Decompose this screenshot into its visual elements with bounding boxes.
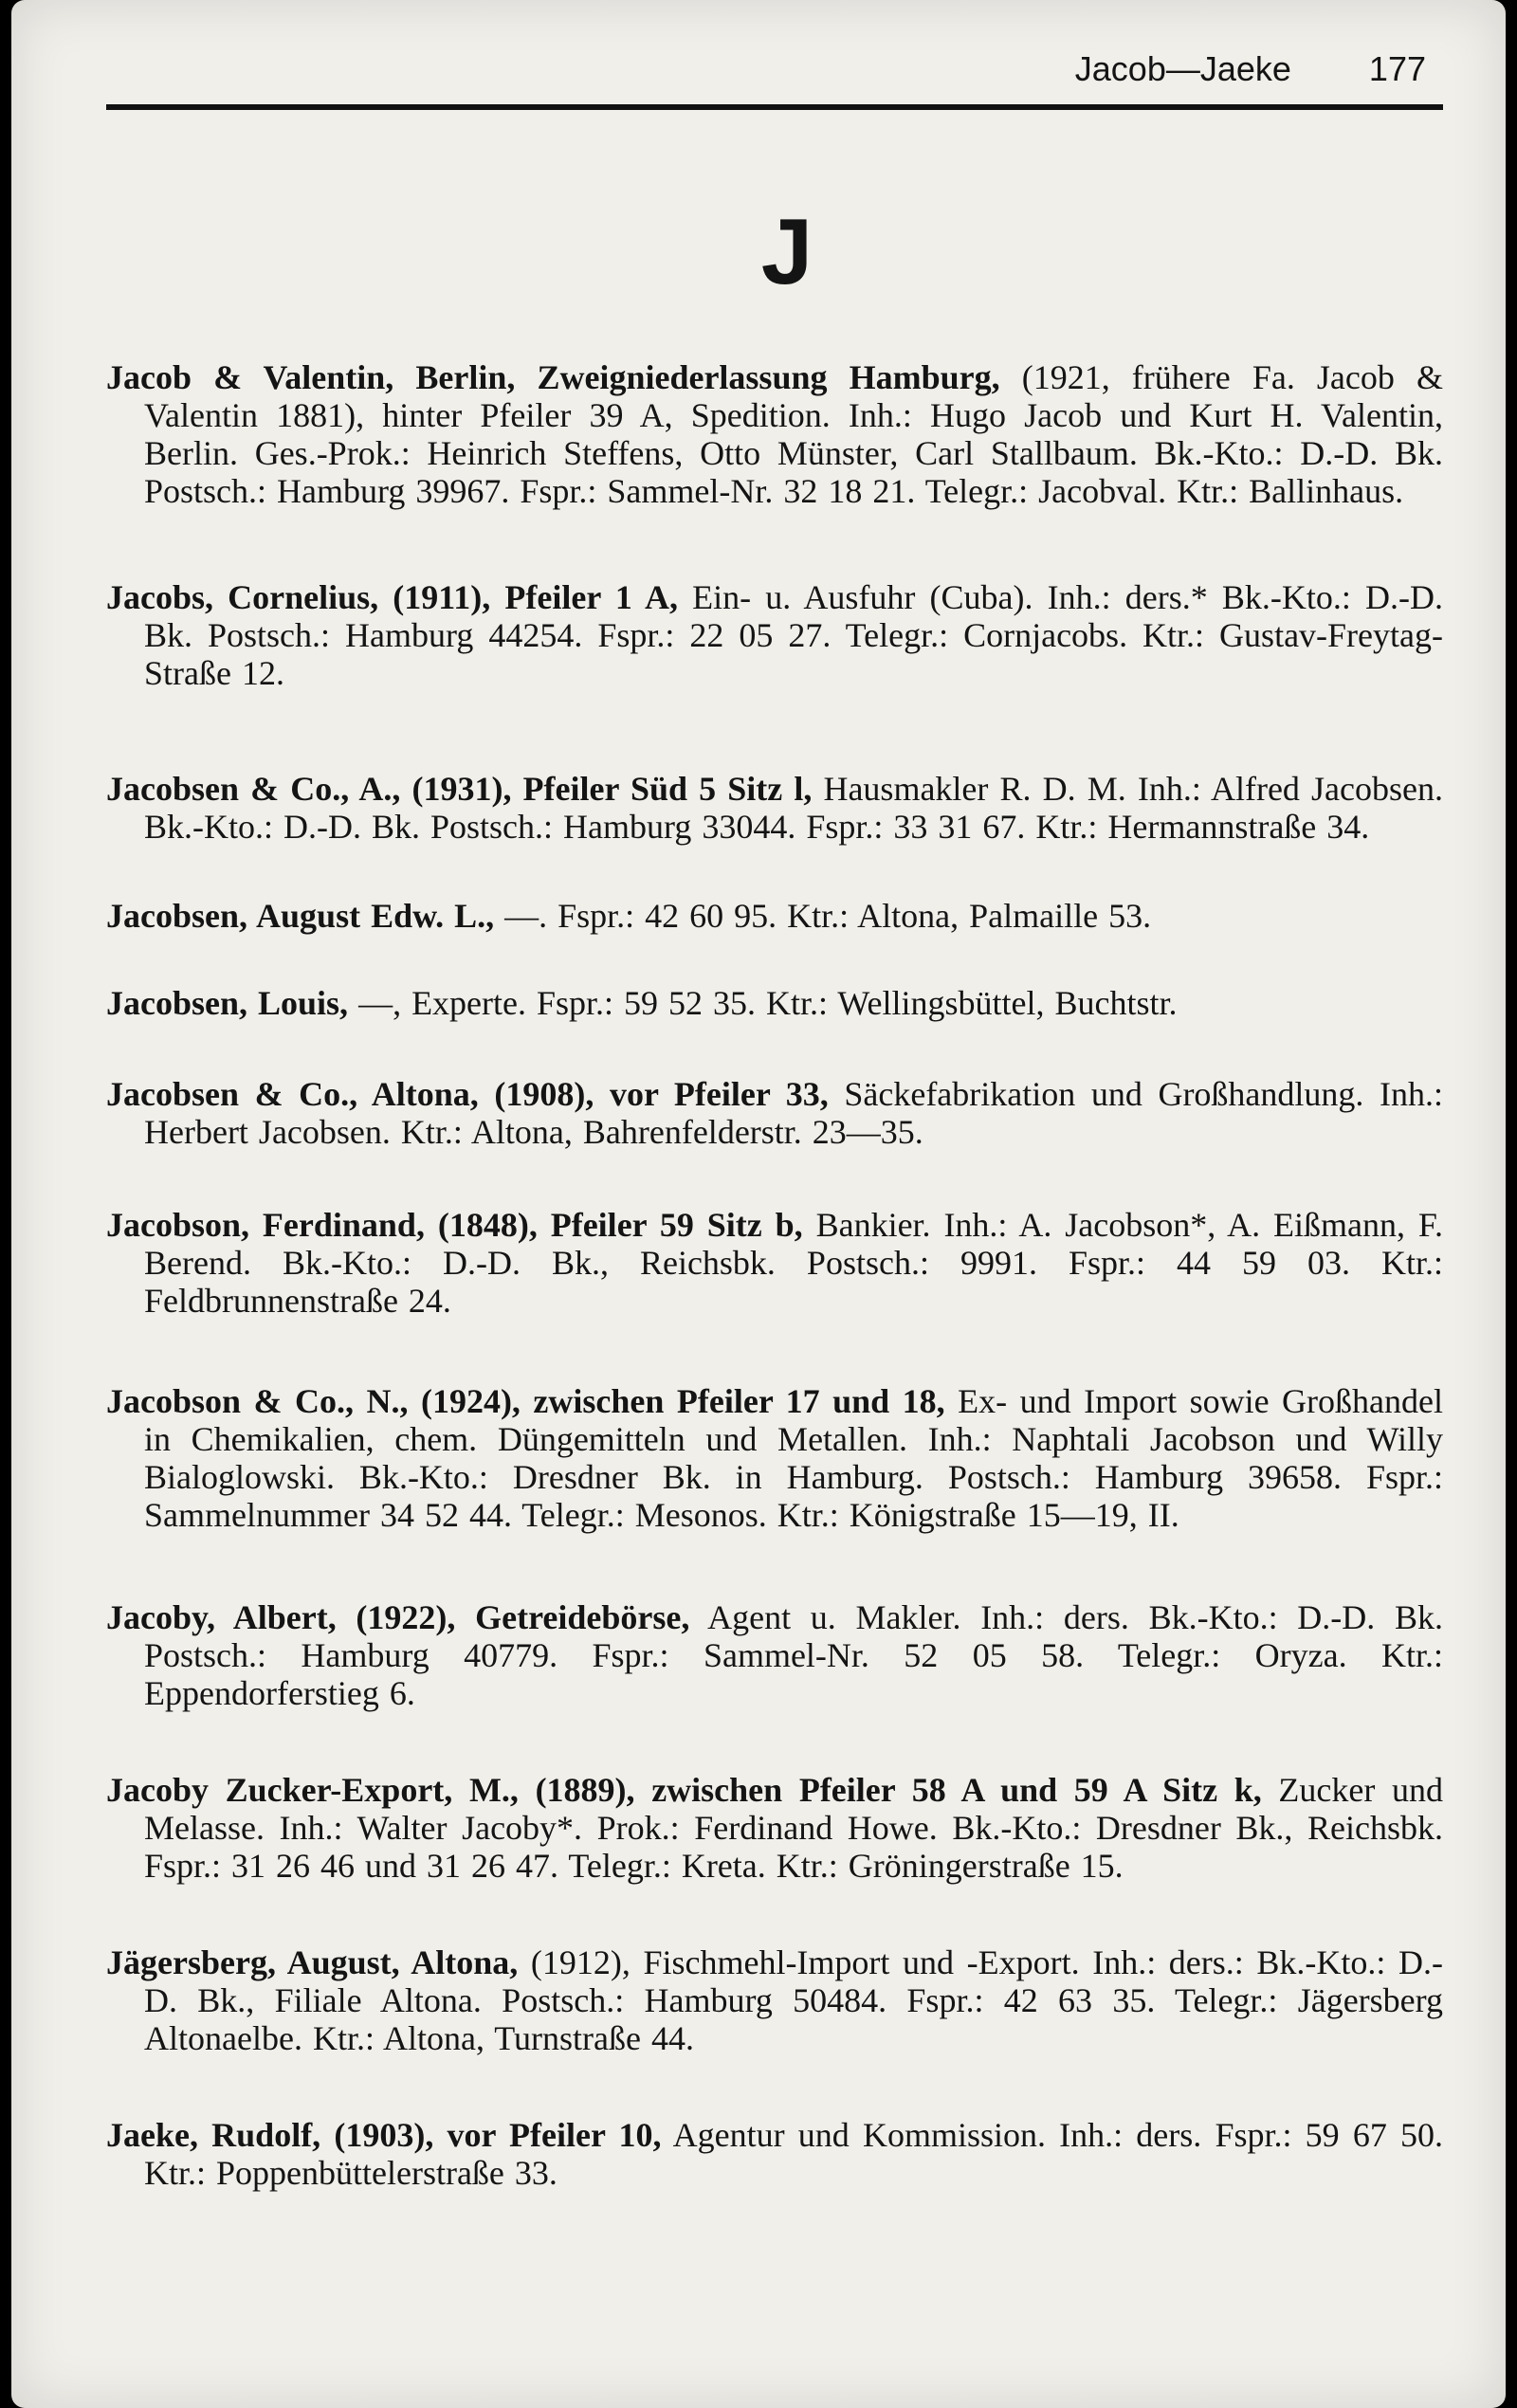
entry-details: Agent u. Makler. Inh.: ders. Bk.-Kto.: D.-D. Bk. Postsch.: Hamburg 40779. Fspr.: Sammel-Nr. 52 05 58. Telegr.: Oryza. Ktr.: Eppendorferstieg 6. <box>144 1598 1444 1712</box>
entry-location: Berlin, Zweigniederlassung Hamburg, <box>393 358 1000 396</box>
section-letter: J <box>760 199 813 303</box>
entry-name: Jacoby, Albert, <box>106 1598 337 1636</box>
entry-name: Jacobson & Co., N., <box>106 1382 409 1420</box>
entry-location: (1931), Pfeiler Süd 5 Sitz l, <box>400 770 813 808</box>
entry-location: Altona, (1908), vor Pfeiler 33, <box>357 1075 829 1113</box>
directory-entries <box>106 358 1443 2192</box>
entry-name: Jacobs, Cornelius, <box>106 578 379 616</box>
entry-name: Jacob & Valentin, <box>106 358 394 396</box>
entry-location: (1889), zwischen Pfeiler 58 A und 59 A Sitz k, <box>518 1771 1262 1809</box>
running-title: Jacob—Jaeke <box>1074 49 1291 88</box>
directory-entry <box>106 578 1443 692</box>
entry-details: —, Experte. Fspr.: 59 52 35. Ktr.: Wellingsbüttel, Buchtstr. <box>348 984 1178 1022</box>
directory-entry <box>106 1598 1443 1712</box>
entry-name: Jacobsen, August Edw. L., <box>106 897 495 935</box>
directory-entry <box>106 770 1443 846</box>
directory-entry <box>106 897 1443 935</box>
directory-entry <box>106 358 1443 510</box>
entry-name: Jacobsen, Louis, <box>106 984 349 1022</box>
entry-name: Jacobson, Ferdinand, <box>106 1206 425 1244</box>
entry-details: Ex- und Import sowie Großhandel in Chemikalien, chem. Düngemitteln und Metallen. Inh.: Naphtali Jacobson und Willy Bialoglowski. Bk.-Kto.: Dresdner Bk. in Hamburg. Postsch.: Hamburg 39658. Fspr.: Sammelnummer 34 52 44. Telegr.: Mesonos. Ktr.: Königstraße 15—19, II. <box>144 1382 1443 1534</box>
entry-details: Bankier. Inh.: A. Jacobson*, A. Eißmann, F. Berend. Bk.-Kto.: D.-D. Bk., Reichsbk. Postsch.: 9991. Fspr.: 44 59 03. Ktr.: Feldbrunnenstraße 24. <box>144 1206 1443 1320</box>
directory-entry <box>106 984 1443 1022</box>
page-content <box>106 49 1443 2249</box>
entry-details: Ein- u. Ausfuhr (Cuba). Inh.: ders.* Bk.-Kto.: D.-D. Bk. Postsch.: Hamburg 44254. Fspr.: 22 05 27. Telegr.: Cornjacobs. Ktr.: Gustav-Freytag-Straße 12. <box>144 578 1443 692</box>
directory-entry <box>106 2116 1443 2192</box>
entry-location: (1911), Pfeiler 1 A, <box>378 578 678 616</box>
page-number: 177 <box>1368 49 1426 88</box>
running-head <box>106 49 1443 99</box>
entry-location: (1848), Pfeiler 59 Sitz b, <box>424 1206 803 1244</box>
entry-details: —. Fspr.: 42 60 95. Ktr.: Altona, Palmaille 53. <box>494 897 1152 935</box>
entry-location: (1922), Getreidebörse, <box>336 1598 690 1636</box>
entry-details: (1921, frühere Fa. Jacob & Valentin 1881), hinter Pfeiler 39 A, Spedition. Inh.: Hugo Jacob und Kurt H. Valentin, Berlin. Ges.-Prok.: Heinrich Steffens, Otto Münster, Carl Stallbaum. Bk.-Kto.: D.-D. Bk. Postsch.: Hamburg 39967. Fspr.: Sammel-Nr. 32 18 21. Telegr.: Jacobval. Ktr.: Ballinhaus. <box>144 358 1443 510</box>
entry-location: Altona, <box>399 1943 519 1981</box>
entry-name: Jägersberg, August, <box>106 1943 400 1981</box>
entry-details: (1912), Fischmehl-Import und -Export. Inh.: ders.: Bk.-Kto.: D.-D. Bk., Filiale Altona. Postsch.: Hamburg 50484. Fspr.: 42 63 35. Telegr.: Jägersberg Altonaelbe. Ktr.: Altona, Turnstraße 44. <box>144 1943 1443 2057</box>
header-rule <box>106 104 1443 110</box>
directory-entry <box>106 1382 1443 1534</box>
entry-location: (1924), zwischen Pfeiler 17 und 18, <box>408 1382 945 1420</box>
entry-name: Jaeke, Rudolf, <box>106 2116 321 2154</box>
page-scan <box>11 0 1506 2408</box>
directory-entry <box>106 1943 1443 2057</box>
entry-details: Hausmakler R. D. M. Inh.: Alfred Jacobsen. Bk.-Kto.: D.-D. Bk. Postsch.: Hamburg 33044. Fspr.: 33 31 67. Ktr.: Hermannstraße 34. <box>144 770 1443 846</box>
entry-name: Jacobsen & Co., A., <box>106 770 401 808</box>
entry-details: Agentur und Kommission. Inh.: ders. Fspr.: 59 67 50. Ktr.: Poppenbüttelerstraße 33. <box>144 2116 1443 2192</box>
entry-location: (1903), vor Pfeiler 10, <box>320 2116 662 2154</box>
entry-name: Jacoby Zucker-Export, M., <box>106 1771 519 1809</box>
entry-details: Säckefabrikation und Großhandlung. Inh.: Herbert Jacobsen. Ktr.: Altona, Bahrenfelderstr. 23—35. <box>144 1075 1443 1151</box>
directory-entry <box>106 1771 1443 1885</box>
directory-entry <box>106 1075 1443 1151</box>
directory-entry <box>106 1206 1443 1320</box>
entry-name: Jacobsen & Co., <box>106 1075 358 1113</box>
entry-details: Zucker und Melasse. Inh.: Walter Jacoby*. Prok.: Ferdinand Howe. Bk.-Kto.: Dresdner Bk., Reichsbk. Fspr.: 31 26 46 und 31 26 47. Telegr.: Kreta. Ktr.: Gröningerstraße 15. <box>144 1771 1443 1885</box>
